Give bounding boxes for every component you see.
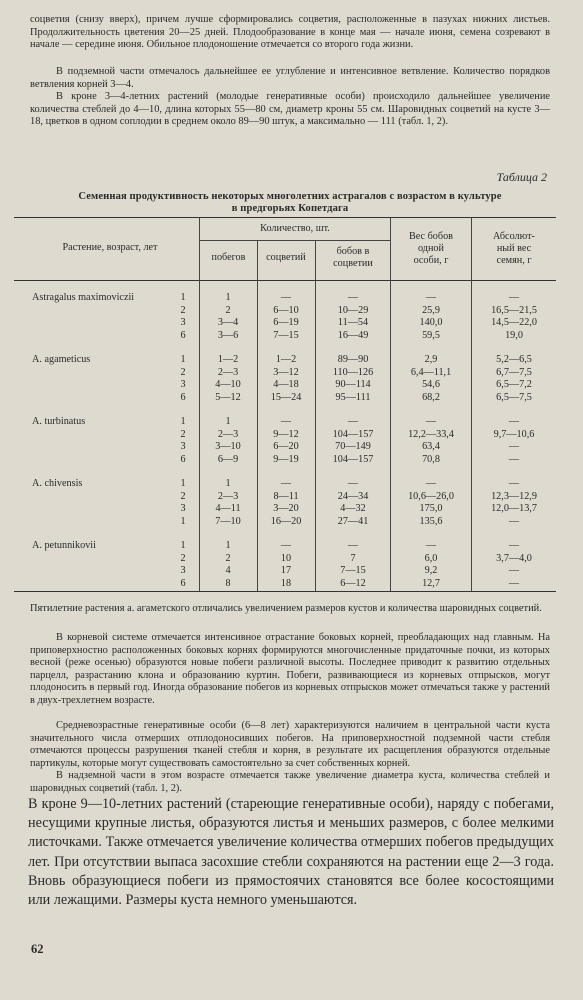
beans-cell: 70—149 — [335, 441, 371, 452]
absolute-weight-cell: 6,7—7,5 — [496, 366, 532, 378]
table-row — [0, 454, 583, 466]
table-row — [0, 503, 583, 515]
species-name: A. turbinatus — [32, 416, 86, 427]
table-title-line-1: Семенная продуктивность некоторых многолетних астрагалов с возрастом в культуре — [78, 191, 502, 202]
beans-cell: 104—157 — [332, 428, 374, 440]
absolute-weight-cell: 19,0 — [505, 329, 523, 341]
age-cell: 3 — [180, 565, 186, 576]
age-cell: 3 — [180, 503, 186, 514]
beans-cell: 11—54 — [337, 317, 369, 328]
bean-weight-cell: 2,9 — [424, 354, 438, 365]
shoots-cell: 1 — [225, 540, 231, 551]
beans-cell: 104—157 — [332, 453, 374, 465]
table-row — [0, 354, 583, 366]
bean-weight-cell: 175,0 — [419, 503, 443, 514]
bean-weight-cell: 135,6 — [419, 515, 443, 527]
absolute-weight-cell: 12,0—13,7 — [491, 503, 537, 514]
beans-cell: 95—111 — [335, 391, 371, 403]
table-divider — [390, 218, 391, 591]
absolute-weight-cell: 14,5—22,0 — [491, 317, 537, 328]
age-cell: 1 — [180, 478, 186, 489]
beans-cell: 16—49 — [337, 329, 369, 341]
absolute-weight-cell: 12,3—12,9 — [491, 490, 537, 502]
shoots-cell: 3—4 — [217, 317, 239, 328]
header-bean-weight-line-1: Вес бобов — [408, 231, 453, 242]
age-cell: 2 — [180, 490, 186, 502]
age-cell: 6 — [180, 391, 186, 403]
age-cell: 3 — [180, 317, 186, 328]
table-row — [0, 441, 583, 453]
header-inflorescences: соцветий — [266, 252, 306, 263]
shoots-cell: 1 — [225, 478, 231, 489]
bean-weight-cell: 9,2 — [424, 565, 438, 576]
header-absolute-weight-line-3: семян, г — [496, 255, 532, 266]
beans-cell: 24—34 — [337, 490, 369, 502]
table-row — [0, 392, 583, 404]
table-row — [0, 305, 583, 317]
beans-cell: 7—15 — [340, 565, 366, 576]
header-absolute-weight-line-2: ный вес — [496, 243, 532, 254]
table-row — [0, 416, 583, 428]
beans-cell: 90—114 — [335, 379, 371, 390]
intro-paragraph-1: соцветия (снизу вверх), причем лучше сформировались соцветия, расположенные в пазухах нижних листьев. Продолжительность цветения 20—25 дней. Плодообразование в конце мая — начале июня, семена созревают в начале — середине июня. Обильное плодоношение отмечается со второго года жизни. — [30, 14, 550, 51]
after-paragraph-3: Средневозрастные генеративные особи (6—8 лет) характеризуются наличием в центральной части куста значительного числа отмерших отплодоносивших побегов. На приповерхностной подземной части стебля отмечаются процессы разрушения тканей стебля и корня, в результате их расщепления образуются отдельные партикулы, которые могут существовать самостоятельно за счет собственных корней. — [30, 720, 550, 769]
inflorescences-cell: 7—15 — [273, 329, 299, 341]
table-row — [0, 379, 583, 391]
table-label: Таблица 2 — [496, 170, 547, 184]
species-name: A. agameticus — [32, 354, 91, 365]
header-absolute-weight — [472, 231, 556, 267]
age-cell: 2 — [180, 366, 186, 378]
inflorescences-cell: 3—12 — [273, 366, 299, 378]
shoots-cell: 4—10 — [215, 379, 241, 390]
inflorescences-cell: 9—12 — [273, 428, 299, 440]
absolute-weight-cell: 5,2—6,5 — [496, 354, 532, 365]
inflorescences-cell: 17 — [280, 565, 292, 576]
inflorescences-cell: 10 — [280, 552, 292, 564]
age-cell: 1 — [180, 540, 186, 551]
absolute-weight-cell: 6,5—7,5 — [496, 391, 532, 403]
header-absolute-weight-line-1: Абсолют- — [493, 231, 535, 242]
after-paragraph-1: Пятилетние растения а. агаметского отличались увеличением размеров кустов и количества шаровидных соцветий. — [30, 603, 542, 614]
table-row — [0, 516, 583, 528]
inflorescences-cell: 3—20 — [273, 503, 299, 514]
body-paragraph: В кроне 9—10-летних растений (стареющие генеративные особи), наряду с побегами, несущими крупные листья, образуются листья и меньших размеров, с более мелкими листочками. Также отмечается увеличение количества отмерших побегов предыдущих лет. При отсутствии выпаса засохшие стебли сохраняются на растении еще 2—3 года. Вновь образующиеся побеги из прямостоячих становятся все более косостоящими или лежащими. Размеры куста немного уменьшаются. — [28, 796, 554, 909]
inflorescences-cell: 8—11 — [273, 490, 299, 502]
species-name: A. chivensis — [32, 478, 83, 489]
header-count-group: Количество, шт. — [260, 223, 330, 234]
bean-weight-cell: 54,6 — [422, 379, 440, 390]
beans-cell: 7 — [350, 552, 356, 564]
bean-weight-cell: 12,2—33,4 — [408, 428, 454, 440]
age-cell: 3 — [180, 379, 186, 390]
shoots-cell: 6—9 — [217, 453, 239, 465]
page-number: 62 — [31, 942, 44, 956]
header-bean-weight-line-3: особи, г — [413, 255, 449, 266]
header-plant: Растение, возраст, лет — [62, 242, 158, 253]
absolute-weight-cell: — — [508, 565, 520, 576]
table-header-rule — [14, 280, 556, 281]
header-bean-weight-line-2: одной — [418, 243, 444, 254]
species-name: A. petunnikovii — [32, 540, 96, 551]
age-cell: 2 — [180, 552, 186, 564]
inflorescences-cell: — — [280, 540, 292, 551]
header-beans-line-1: бобов в — [336, 246, 370, 257]
table-top-rule — [14, 217, 556, 218]
header-beans — [316, 246, 390, 270]
inflorescences-cell: 15—24 — [270, 391, 302, 403]
table-divider — [199, 218, 200, 591]
inflorescences-cell: 6—20 — [273, 441, 299, 452]
bean-weight-cell: — — [425, 292, 437, 303]
shoots-cell: 2—3 — [217, 366, 239, 378]
bean-weight-cell: 6,0 — [424, 552, 438, 564]
bean-weight-cell: 140,0 — [419, 317, 443, 328]
beans-cell: 10—29 — [337, 304, 369, 316]
age-cell: 1 — [180, 354, 186, 365]
absolute-weight-cell: — — [508, 416, 520, 427]
age-cell: 2 — [180, 304, 186, 316]
age-cell: 1 — [180, 416, 186, 427]
bean-weight-cell: 25,9 — [422, 304, 440, 316]
intro-paragraph-2: В подземной части отмечалось дальнейшее ее углубление и интенсивное ветвление. Количество порядков ветвления корней 3—4. — [30, 66, 550, 90]
header-bean-weight — [391, 231, 471, 267]
inflorescences-cell: 6—10 — [273, 304, 299, 316]
bean-weight-cell: 68,2 — [422, 391, 440, 403]
beans-cell: — — [347, 416, 359, 427]
inflorescences-cell: 6—19 — [273, 317, 299, 328]
inflorescences-cell: 18 — [280, 577, 292, 589]
shoots-cell: 2 — [225, 304, 231, 316]
table-row — [0, 367, 583, 379]
beans-cell: 27—41 — [337, 515, 369, 527]
shoots-cell: 4—11 — [215, 503, 241, 514]
absolute-weight-cell: — — [508, 453, 520, 465]
species-name: Astragalus maximoviczii — [32, 292, 135, 303]
shoots-cell: 2 — [225, 552, 231, 564]
age-cell: 6 — [180, 453, 186, 465]
age-cell: 6 — [180, 329, 186, 341]
table-row — [0, 429, 583, 441]
absolute-weight-cell: 9,7—10,6 — [493, 428, 535, 440]
absolute-weight-cell: 16,5—21,5 — [491, 304, 537, 316]
table-row — [0, 565, 583, 577]
table-row — [0, 292, 583, 304]
table-row — [0, 553, 583, 565]
age-cell: 1 — [180, 515, 186, 527]
shoots-cell: 3—6 — [217, 329, 239, 341]
bean-weight-cell: 70,8 — [422, 453, 440, 465]
beans-cell: — — [347, 292, 359, 303]
bean-weight-cell: — — [425, 478, 437, 489]
table-title-line-2: в предгорьях Копетдага — [231, 203, 349, 214]
beans-cell: — — [347, 540, 359, 551]
after-paragraph-2: В корневой системе отмечается интенсивное отрастание боковых корней, преобладающих над главным. На приповерхностно расположенных боковых корнях формируются многочисленные придаточные почки, из которых весной (реже осенью) образуются новые побеги различной высоты. Последнее приводит к развитию отдельных парцелл, разрастанию клона и образованию куртин. Побеги, развивающиеся из корневых отпрысков, могут плодоносить в первый год. Иногда образование побегов из корневых отпрысков может отмечаться также у растений в двух-трехлетнем возрасте. — [30, 632, 550, 706]
age-cell: 2 — [180, 428, 186, 440]
table-row — [0, 478, 583, 490]
absolute-weight-cell: — — [508, 478, 520, 489]
bean-weight-cell: — — [425, 416, 437, 427]
absolute-weight-cell: — — [508, 577, 520, 589]
header-shoots: побегов — [211, 252, 246, 263]
absolute-weight-cell: — — [508, 540, 520, 551]
shoots-cell: 8 — [225, 577, 231, 589]
table-row — [0, 540, 583, 552]
bean-weight-cell: 63,4 — [422, 441, 440, 452]
shoots-cell: 1 — [225, 292, 231, 303]
inflorescences-cell: — — [280, 416, 292, 427]
shoots-cell: 7—10 — [215, 515, 241, 527]
shoots-cell: 2—3 — [217, 428, 239, 440]
age-cell: 1 — [180, 292, 186, 303]
absolute-weight-cell: — — [508, 515, 520, 527]
beans-cell: — — [347, 478, 359, 489]
shoots-cell: 5—12 — [215, 391, 241, 403]
shoots-cell: 1 — [225, 416, 231, 427]
absolute-weight-cell: — — [508, 441, 520, 452]
inflorescences-cell: — — [280, 292, 292, 303]
beans-cell: 89—90 — [337, 354, 369, 365]
table-row — [0, 491, 583, 503]
table-bottom-rule — [14, 591, 556, 592]
beans-cell: 4—32 — [340, 503, 366, 514]
inflorescences-cell: 4—18 — [273, 379, 299, 390]
inflorescences-cell: 9—19 — [273, 453, 299, 465]
table-row — [0, 578, 583, 590]
shoots-cell: 1—2 — [217, 354, 239, 365]
bean-weight-cell: 6,4—11,1 — [410, 366, 452, 378]
inflorescences-cell: 1—2 — [275, 354, 297, 365]
table-row — [0, 330, 583, 342]
age-cell: 6 — [180, 577, 186, 589]
bean-weight-cell: — — [425, 540, 437, 551]
count-group-rule — [200, 240, 390, 241]
inflorescences-cell: 16—20 — [270, 515, 302, 527]
intro-paragraph-3: В кроне 3—4-летних растений (молодые генеративные особи) происходило дальнейшее увеличение количества стеблей до 4—10, длина которых 55—80 см, диаметр кроны 55 см. Шаровидных соцветий на кусте 3—18, цветков в одном соплодии в среднем около 89—90 штук, а максимально — 111 (табл. 1, 2). — [30, 91, 550, 128]
beans-cell: 6—12 — [340, 577, 366, 589]
absolute-weight-cell: 6,5—7,2 — [496, 379, 532, 390]
table-row — [0, 317, 583, 329]
header-beans-line-2: соцветии — [333, 258, 373, 269]
age-cell: 3 — [180, 441, 186, 452]
table-divider — [471, 218, 472, 591]
shoots-cell: 2—3 — [217, 490, 239, 502]
inflorescences-cell: — — [280, 478, 292, 489]
shoots-cell: 3—10 — [215, 441, 241, 452]
bean-weight-cell: 12,7 — [422, 577, 440, 589]
table-title — [20, 191, 560, 215]
absolute-weight-cell: 3,7—4,0 — [496, 552, 532, 564]
absolute-weight-cell: — — [508, 292, 520, 303]
beans-cell: 110—126 — [332, 366, 374, 378]
bean-weight-cell: 59,5 — [422, 329, 440, 341]
shoots-cell: 4 — [225, 565, 231, 576]
after-paragraph-4: В надземной части в этом возрасте отмечается также увеличение диаметра куста, количества стеблей и шаровидных соцветий (табл. 1, 2). — [30, 770, 550, 794]
bean-weight-cell: 10,6—26,0 — [408, 490, 454, 502]
